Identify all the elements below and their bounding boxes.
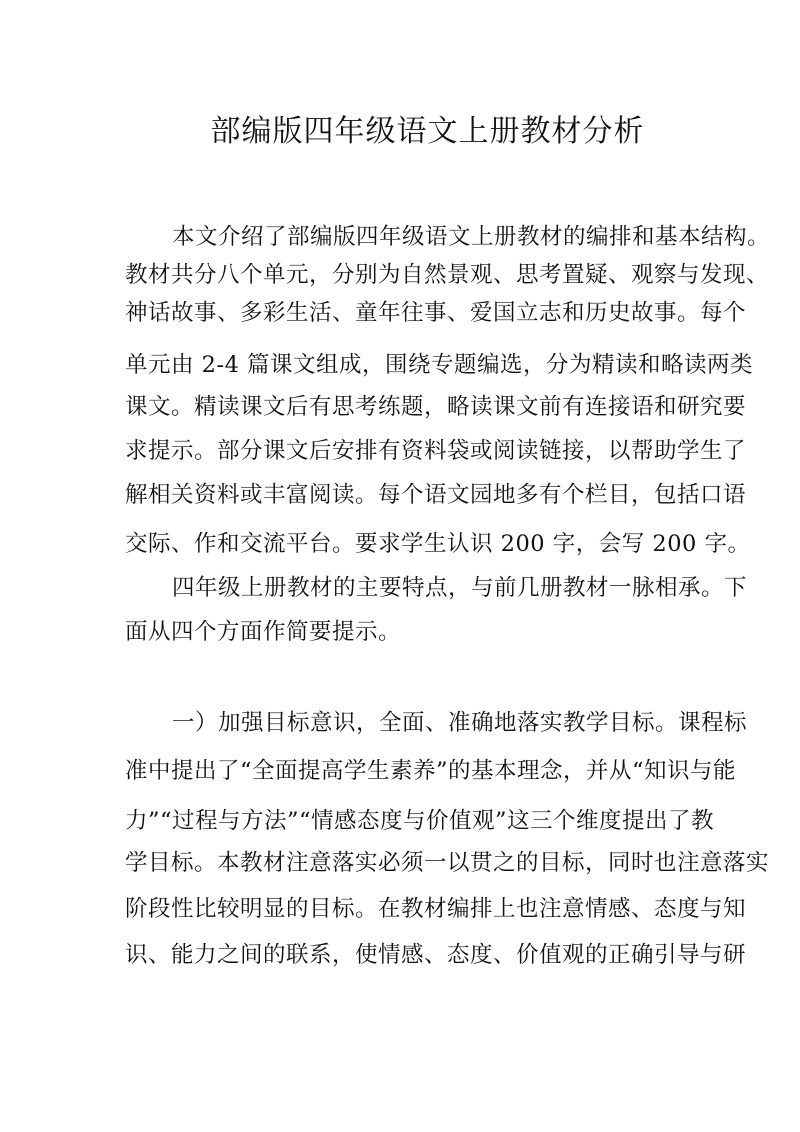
paragraph-3-line-1: 一）加强目标意识，全面、准确地落实教学目标。课程标 (172, 710, 748, 736)
paragraph-1-line-7: 解相关资料或丰富阅读。每个语文园地多有个栏目，包括口语 (125, 482, 747, 508)
paragraph-3-line-6: 识、能力之间的联系，使情感、态度、价值观的正确引导与研 (125, 942, 747, 968)
paragraph-3-line-2: 准中提出了“全面提高学生素养”的基本理念，并从“知识与能 (125, 758, 737, 784)
paragraph-3-line-4: 学目标。本教材注意落实必须一以贯之的目标，同时也注意落实 (125, 850, 770, 876)
document-title: 部编版四年级语文上册教材分析 (210, 114, 645, 149)
paragraph-1-line-5: 课文。精读课文后有思考练题，略读课文前有连接语和研究要 (125, 394, 747, 420)
paragraph-3-line-3: 力”“过程与方法”“情感态度与价值观”这三个维度提出了教 (125, 808, 715, 834)
paragraph-1-line-3: 神话故事、多彩生活、童年往事、爱国立志和历史故事。每个 (125, 300, 747, 326)
paragraph-2-line-1: 四年级上册教材的主要特点，与前几册教材一脉相承。下 (172, 575, 748, 601)
paragraph-1-line-1: 本文介绍了部编版四年级语文上册教材的编排和基本结构。 (172, 224, 771, 250)
paragraph-2-line-2: 面从四个方面作简要提示。 (125, 619, 402, 645)
paragraph-1-line-6: 求提示。部分课文后安排有资料袋或阅读链接，以帮助学生了 (125, 438, 747, 464)
paragraph-1-line-2: 教材共分八个单元，分别为自然景观、思考置疑、观察与发现、 (125, 262, 770, 288)
paragraph-3-line-5: 阶段性比较明显的目标。在教材编排上也注意情感、态度与知 (125, 896, 747, 922)
paragraph-1-line-8: 交际、作和交流平台。要求学生认识 200 字，会写 200 字。 (125, 531, 751, 557)
paragraph-1-line-4: 单元由 2-4 篇课文组成，围绕专题编选，分为精读和略读两类 (125, 352, 754, 378)
